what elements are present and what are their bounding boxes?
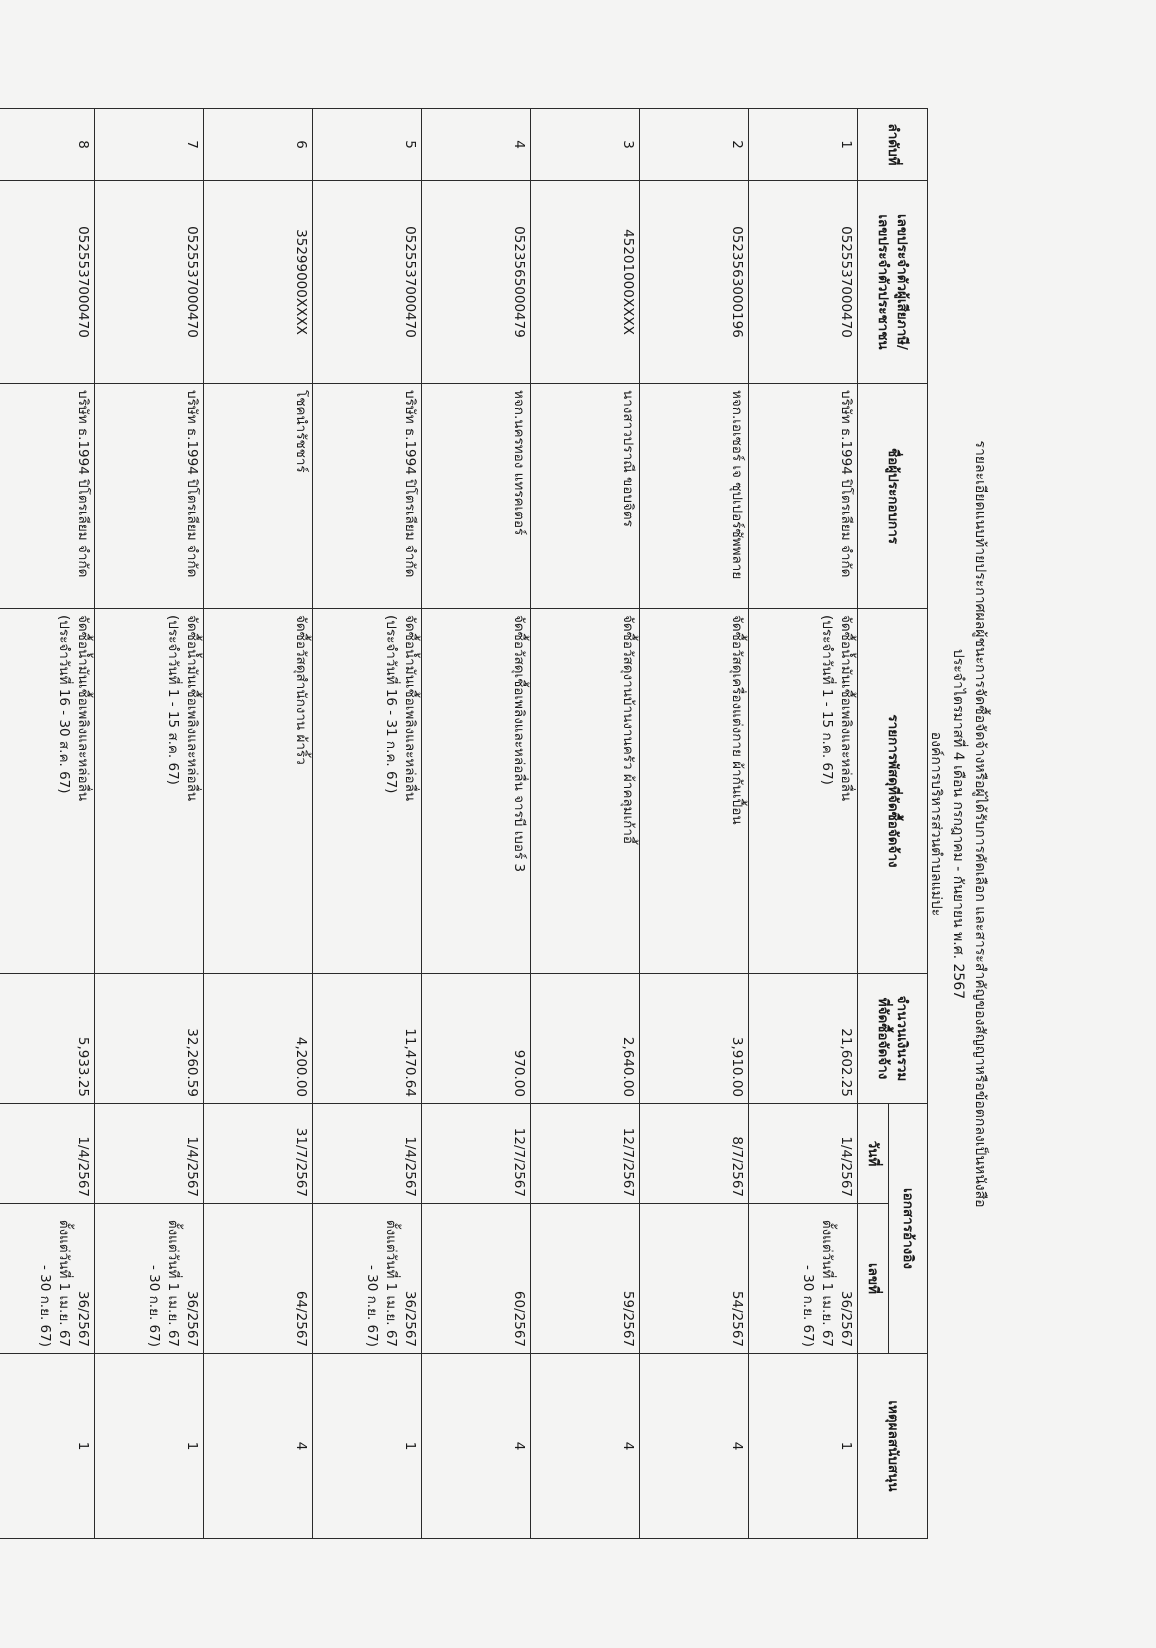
cell-date <box>422 1104 531 1204</box>
cell-docno-line1: 36/2567 <box>838 1290 854 1348</box>
cell-item <box>0 609 95 974</box>
header-no: ลำดับที่ <box>858 109 928 181</box>
cell-date-line1: 1/4/2567 <box>184 1136 200 1197</box>
cell-amount-line1: 32,260.59 <box>184 1028 200 1097</box>
cell-date-line1: 8/7/2567 <box>729 1136 745 1197</box>
header-date: วันที่ <box>858 1104 889 1204</box>
header-reason: เหตุผลสนับสนุน <box>858 1354 928 1539</box>
cell-docno <box>95 1204 204 1354</box>
header-amount-line1: จำนวนเงินรวม <box>894 995 911 1082</box>
cell-date-line1: 1/4/2567 <box>75 1136 91 1197</box>
cell-vendor <box>422 384 531 609</box>
cell-no <box>0 109 95 181</box>
cell-docno-line3: - 30 ก.ย. 67) <box>146 1264 162 1348</box>
cell-amount <box>422 974 531 1104</box>
header-taxid <box>858 181 928 384</box>
cell-docno-line1: 36/2567 <box>184 1290 200 1348</box>
table-row <box>640 109 749 1539</box>
cell-reason <box>204 1354 313 1539</box>
cell-no <box>204 109 313 181</box>
document-period: ประจำไตรมาสที่ 4 เดือน กรกฎาคม - กันยายน พ.ศ. 2567 <box>950 648 966 1000</box>
procurement-table <box>0 108 928 1539</box>
cell-amount-line1: 21,602.25 <box>838 1028 854 1097</box>
cell-vendor-line1: บริษัท ธ.1994 ปิโตรเลียม จำกัด <box>402 390 418 578</box>
cell-date-line1: 1/4/2567 <box>838 1136 854 1197</box>
cell-item-line2: (ประจำวันที่ 16 - 31 ก.ค. 67) <box>383 615 399 794</box>
cell-docno-line1: 60/2567 <box>511 1290 527 1348</box>
cell-reason-line1: 4 <box>620 1441 636 1451</box>
cell-docno-line3: - 30 ก.ย. 67) <box>364 1264 380 1348</box>
cell-taxid-line1: 45201000XXXX <box>620 229 636 335</box>
cell-taxid-line1: 35299000XXXX <box>293 229 309 335</box>
header-taxid-line1: เลขประจำตัวผู้เสียภาษี/ <box>894 213 911 350</box>
cell-taxid-line1: 0525537000470 <box>402 226 418 338</box>
table-row <box>204 109 313 1539</box>
cell-docno <box>640 1204 749 1354</box>
cell-reason-line1: 4 <box>511 1441 527 1451</box>
cell-no-line1: 3 <box>620 140 636 149</box>
cell-vendor <box>0 384 95 609</box>
cell-no <box>422 109 531 181</box>
cell-date <box>313 1104 422 1204</box>
header-amount <box>858 974 928 1104</box>
cell-vendor <box>640 384 749 609</box>
cell-vendor <box>204 384 313 609</box>
cell-docno-line2: ตั้งแต่วันที่ 1 เม.ย. 67 <box>819 1219 835 1348</box>
cell-vendor <box>95 384 204 609</box>
cell-reason <box>749 1354 858 1539</box>
header-taxid-line2: เลขประจำตัวประชาชน <box>875 214 892 350</box>
cell-amount-line1: 970.00 <box>511 1049 527 1097</box>
cell-date-line1: 12/7/2567 <box>620 1127 636 1197</box>
cell-amount-line1: 3,910.00 <box>729 1036 745 1097</box>
cell-item <box>422 609 531 974</box>
cell-docno <box>313 1204 422 1354</box>
cell-reason-line1: 4 <box>729 1441 745 1451</box>
cell-item-line1: จัดซื้อน้ำมันเชื้อเพลิงและหล่อลื่น <box>838 615 854 802</box>
cell-taxid-line1: 0525537000470 <box>184 226 200 338</box>
cell-docno <box>0 1204 95 1354</box>
cell-amount <box>749 974 858 1104</box>
cell-date <box>204 1104 313 1204</box>
cell-no-line1: 7 <box>184 140 200 149</box>
header-docno: เลขที่ <box>858 1204 889 1354</box>
cell-vendor-line1: บริษัท ธ.1994 ปิโตรเลียม จำกัด <box>75 390 91 578</box>
cell-docno <box>531 1204 640 1354</box>
cell-docno-line2: ตั้งแต่วันที่ 1 เม.ย. 67 <box>56 1219 72 1348</box>
cell-item <box>749 609 858 974</box>
cell-reason-line1: 4 <box>293 1441 309 1451</box>
cell-docno-line3: - 30 ก.ย. 67) <box>800 1264 816 1348</box>
cell-amount-line1: 11,470.64 <box>402 1028 418 1097</box>
cell-docno-line3: - 30 ก.ย. 67) <box>37 1264 53 1348</box>
cell-no-line1: 2 <box>729 140 745 149</box>
cell-item <box>313 609 422 974</box>
cell-item-line1: จัดซื้อวัสดุงานบ้านงานครัว ผ้าคลุมเก้าอี้ <box>620 615 636 845</box>
header-vendor: ชื่อผู้ประกอบการ <box>858 384 928 609</box>
cell-taxid-line1: 0523563000196 <box>729 226 745 338</box>
cell-amount <box>204 974 313 1104</box>
cell-taxid <box>640 181 749 384</box>
cell-docno <box>204 1204 313 1354</box>
table-row <box>531 109 640 1539</box>
cell-item-line1: จัดซื้อวัสดุเชื้อเพลิงและหล่อลื่น จารบี เบอร์ 3 <box>511 615 527 873</box>
cell-amount <box>531 974 640 1104</box>
cell-no <box>313 109 422 181</box>
cell-reason-line1: 1 <box>75 1441 91 1451</box>
table-row <box>313 109 422 1539</box>
cell-item <box>640 609 749 974</box>
cell-reason-line1: 1 <box>838 1441 854 1451</box>
cell-date <box>531 1104 640 1204</box>
cell-item-line2: (ประจำวันที่ 1 - 15 ก.ค. 67) <box>819 615 835 785</box>
cell-vendor <box>749 384 858 609</box>
cell-reason <box>422 1354 531 1539</box>
table-row <box>422 109 531 1539</box>
cell-date-line1: 12/7/2567 <box>511 1127 527 1197</box>
cell-docno-line1: 64/2567 <box>293 1290 309 1348</box>
cell-item <box>531 609 640 974</box>
cell-reason <box>640 1354 749 1539</box>
cell-no <box>531 109 640 181</box>
cell-vendor <box>313 384 422 609</box>
cell-amount <box>313 974 422 1104</box>
cell-no-line1: 6 <box>293 140 309 149</box>
cell-vendor-line1: นางสาวปราณี ขอบจิตร <box>620 390 636 527</box>
cell-no-line1: 1 <box>838 140 854 149</box>
cell-taxid <box>531 181 640 384</box>
header-item: รายการพัสดุที่จัดซื้อจัดจ้าง <box>858 609 928 974</box>
cell-docno-line2: ตั้งแต่วันที่ 1 เม.ย. 67 <box>165 1219 181 1348</box>
header-evidence: เอกสารอ้างอิง <box>889 1104 928 1354</box>
table-row <box>95 109 204 1539</box>
cell-date <box>0 1104 95 1204</box>
cell-amount <box>95 974 204 1104</box>
cell-reason-line1: 1 <box>184 1441 200 1451</box>
cell-no <box>95 109 204 181</box>
cell-no <box>749 109 858 181</box>
cell-date-line1: 31/7/2567 <box>293 1127 309 1197</box>
cell-vendor-line1: หจก.นครทอง แทรคเตอร์ <box>511 390 527 536</box>
cell-no-line1: 8 <box>75 140 91 149</box>
cell-item-line2: (ประจำวันที่ 16 - 30 ส.ค. 67) <box>56 615 72 794</box>
cell-docno-line2: ตั้งแต่วันที่ 1 เม.ย. 67 <box>383 1219 399 1348</box>
cell-vendor <box>531 384 640 609</box>
cell-item-line1: จัดซื้อน้ำมันเชื้อเพลิงและหล่อลื่น <box>75 615 91 802</box>
cell-vendor-line1: โชคนำรัชชาร์ <box>293 390 309 473</box>
cell-taxid-line1: 0523565000479 <box>511 226 527 338</box>
organization-name: องค์การบริหารส่วนตำบลแม่ปะ <box>928 731 944 917</box>
cell-item-line1: จัดซื้อวัสดุเครื่องแต่งกาย ผ้ากันเปื้อน <box>729 615 745 825</box>
cell-reason <box>0 1354 95 1539</box>
cell-item-line1: จัดซื้อน้ำมันเชื้อเพลิงและหล่อลื่น <box>184 615 200 802</box>
cell-taxid <box>95 181 204 384</box>
cell-docno <box>749 1204 858 1354</box>
cell-taxid <box>313 181 422 384</box>
cell-no-line1: 5 <box>402 140 418 149</box>
cell-taxid <box>204 181 313 384</box>
cell-reason-line1: 1 <box>402 1441 418 1451</box>
cell-taxid-line1: 0525537000470 <box>838 226 854 338</box>
cell-item <box>204 609 313 974</box>
cell-date <box>95 1104 204 1204</box>
cell-vendor-line1: หจก.เอเซอร์ เจ ซุปเปอร์ซัพพลาย <box>729 390 745 580</box>
cell-item-line1: จัดซื้อน้ำมันเชื้อเพลิงและหล่อลื่น <box>402 615 418 802</box>
cell-item-line1: จัดซื้อวัสดุสำนักงาน ผ้าริ้ว <box>293 615 309 765</box>
cell-date <box>749 1104 858 1204</box>
cell-vendor-line1: บริษัท ธ.1994 ปิโตรเลียม จำกัด <box>838 390 854 578</box>
document-title: รายละเอียดแนบท้ายประกาศผลผู้ชนะการจัดซื้อจัดจ้างหรือผู้ได้รับการคัดเลือก และสาระสำคัญของสัญญาหรือข้อตกลงเป็นหนังสือ <box>972 440 988 1208</box>
cell-taxid <box>0 181 95 384</box>
cell-taxid-line1: 0525537000470 <box>75 226 91 338</box>
cell-amount-line1: 5,933.25 <box>75 1036 91 1097</box>
cell-item-line2: (ประจำวันที่ 1 - 15 ส.ค. 67) <box>165 615 181 785</box>
cell-amount <box>0 974 95 1104</box>
cell-docno-line1: 54/2567 <box>729 1290 745 1348</box>
cell-date <box>640 1104 749 1204</box>
cell-reason <box>95 1354 204 1539</box>
cell-taxid <box>749 181 858 384</box>
cell-date-line1: 1/4/2567 <box>402 1136 418 1197</box>
cell-reason <box>313 1354 422 1539</box>
cell-docno-line1: 36/2567 <box>75 1290 91 1348</box>
cell-amount <box>640 974 749 1104</box>
cell-docno-line1: 59/2567 <box>620 1290 636 1348</box>
cell-vendor-line1: บริษัท ธ.1994 ปิโตรเลียม จำกัด <box>184 390 200 578</box>
cell-amount-line1: 2,640.00 <box>620 1036 636 1097</box>
cell-amount-line1: 4,200.00 <box>293 1036 309 1097</box>
cell-reason <box>531 1354 640 1539</box>
cell-docno-line1: 36/2567 <box>402 1290 418 1348</box>
header-amount-line2: ที่จัดซื้อจัดจ้าง <box>875 997 892 1080</box>
table-row <box>749 109 858 1539</box>
cell-no-line1: 4 <box>511 140 527 149</box>
cell-item <box>95 609 204 974</box>
table-row <box>0 109 95 1539</box>
cell-no <box>640 109 749 181</box>
cell-docno <box>422 1204 531 1354</box>
cell-taxid <box>422 181 531 384</box>
